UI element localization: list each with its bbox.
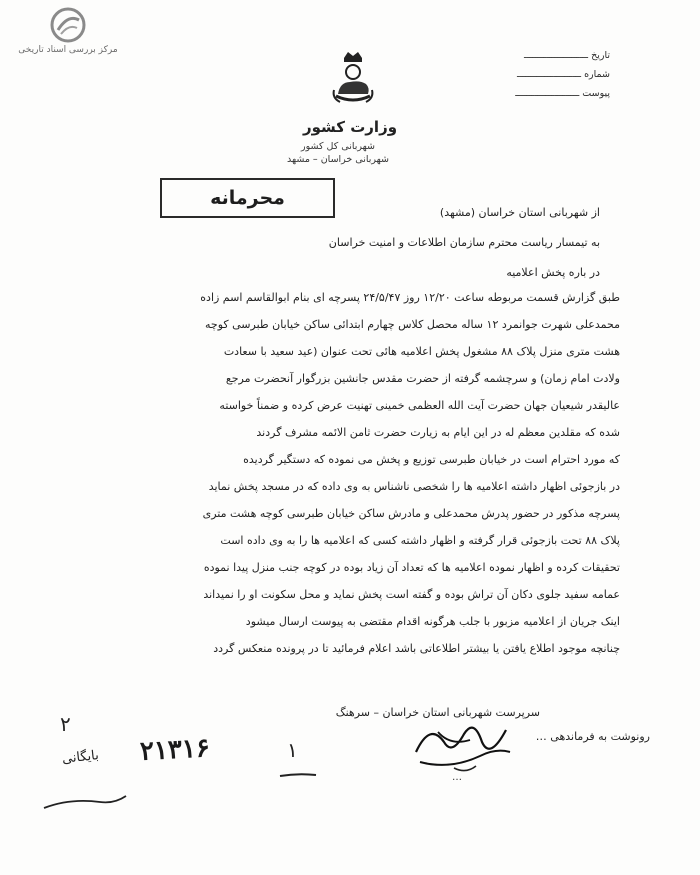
letter-meta	[430, 46, 610, 103]
handwritten-two: ۲	[60, 712, 71, 736]
body-line: هشت متری منزل پلاک ۸۸ مشغول پخش اعلامیه هائی تحت عنوان (عید سعید با سعادت	[223, 345, 620, 358]
confidential-stamp: محرمانه	[160, 178, 335, 218]
body-line: پسرچه مذکور در حضور پدرش محمدعلی و مادرش ساکن خیابان طبرسی کوچه هشت متری	[202, 507, 620, 520]
body-line: تحقیقات کرده و اظهار نموده اعلامیه ها که تعداد آن زیاد بوده در کوچه جنب منزل پیدا نموده	[203, 561, 620, 574]
body-line: چنانچه موجود اطلاع یافتن یا بیشتر اطلاعاتی باشد اعلام فرمائید تا در پرونده منعکس گردد	[213, 642, 620, 655]
signature-scribble	[410, 712, 520, 780]
meta-date: تاریخ ـــــــــــــــــــــــ	[524, 50, 610, 61]
signature-caption: …	[452, 772, 462, 783]
issuing-unit: شهربانی کل کشور شهربانی خراسان – مشهد	[286, 141, 389, 165]
recipient-line: به تیمسار ریاست محترم سازمان اطلاعات و امنیت خراسان	[328, 236, 600, 249]
subject-line: در باره پخش اعلامیه	[506, 266, 600, 279]
body-line: عمامه سفید جلوی دکان آن تراش بوده و گفته است پخش نماید و محل سکونت او را نمیداند	[203, 588, 620, 601]
body-line: محمدعلی شهرت جوانمرد ۱۲ ساله محصل کلاس چهارم ابتدائی ساکن خیابان طبرسی کوچه	[205, 318, 620, 331]
body-line: طبق گزارش قسمت مربوطه ساعت ۱۲/۲۰ روز ۲۴/۵/۴۷ پسرچه ای بنام ابوالقاسم اسم زاده	[200, 291, 620, 304]
handwritten-stroke	[40, 790, 130, 814]
archive-number: ۲۱۳۱۶	[139, 733, 211, 767]
archive-logo-icon	[49, 6, 87, 44]
handwritten-note: بایگانی	[61, 748, 100, 767]
letter-body	[40, 284, 620, 662]
closing-copy: رونوشت به فرماندهی …	[535, 730, 650, 743]
body-line: اینک جریان از اعلامیه مزبور با جلب هرگونه اقدام مقتضی به پیوست ارسال میشود	[245, 615, 620, 628]
body-line: عالیقدر شیعیان جهان حضرت آیت الله العظمی خمینی تهنیت عرض کرده و ضمناً خواسته	[219, 399, 620, 412]
body-line: ولادت امام زمان) و سرچشمه گرفته از حضرت مقدس جانشین بزرگوار آنحضرت مرجع	[225, 372, 620, 385]
handwritten-one: ۱	[287, 738, 298, 762]
ministry-title: وزارت کشور	[302, 118, 398, 136]
watermark-text: مرکز بررسی اسناد تاریخی	[18, 45, 118, 55]
meta-number: شماره ـــــــــــــــــــــــ	[517, 69, 610, 80]
body-line: پلاک ۸۸ تحت بازجوئی قرار گرفته و اظهار داشته کسی که اعلامیه ها را به وی داده است	[220, 534, 620, 547]
body-line: که مورد احترام است در خیابان طبرسی توزیع و پخش می نموده که دستگیر گردیده	[243, 453, 620, 466]
archive-watermark	[8, 6, 128, 55]
body-line: شده که مقلدین معظم له در این ایام به زیارت حضرت ثامن الائمه مشرف گردند	[256, 426, 620, 439]
sender-line: از شهربانی استان خراسان (مشهد)	[439, 206, 600, 219]
lion-and-sun-emblem-icon	[330, 50, 376, 112]
closing-sender: سرپرست شهربانی استان خراسان – سرهنگ	[335, 706, 540, 719]
body-line: در بازجوئی اظهار داشته اعلامیه ها را شخصی ناشناس به وی داده که در مسجد پخش نماید	[208, 480, 620, 493]
meta-attachment: پیوست ـــــــــــــــــــــــ	[515, 88, 610, 99]
handwritten-underline	[278, 770, 318, 780]
